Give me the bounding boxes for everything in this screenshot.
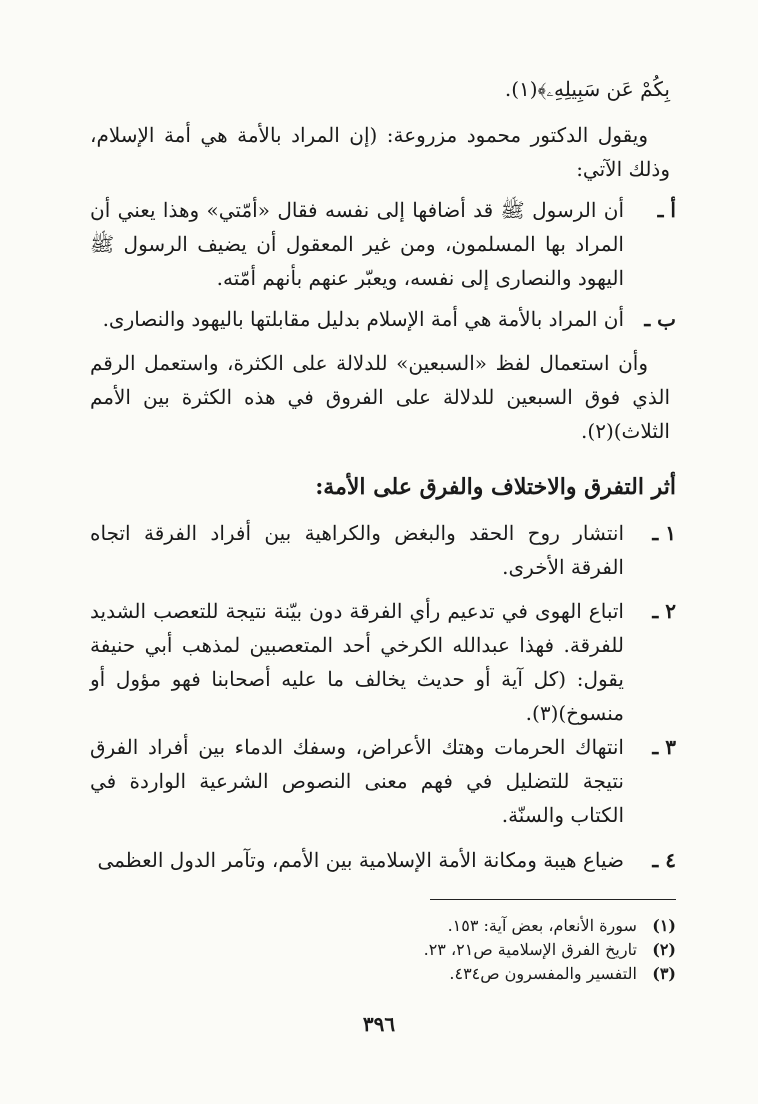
list-item-text: انتهاك الحرمات وهتك الأعراض، وسفك الدماء بين أفراد الفرق نتيجة للتضليل في فهم معنى النصوص الشرعية الواردة في الكتاب والسنّة. bbox=[90, 735, 624, 827]
list-item-label: ٣ ـ bbox=[652, 735, 676, 759]
footnote bbox=[120, 938, 676, 962]
list-item-text: انتشار روح الحقد والبغض والكراهية بين أفراد الفرقة اتجاه الفرقة الأخرى. bbox=[90, 521, 624, 579]
list-item-label: ٢ ـ bbox=[652, 599, 676, 623]
footnote-text: سورة الأنعام، بعض آية: ١٥٣. bbox=[447, 916, 637, 935]
paragraph-quote-intro: ويقول الدكتور محمود مزروعة: (إن المراد بالأمة هي أمة الإسلام، وذلك الآتي: bbox=[90, 123, 670, 181]
footnote-text: تاريخ الفرق الإسلامية ص٢١، ٢٣. bbox=[423, 940, 637, 959]
list-item-label: أ ـ bbox=[657, 198, 676, 222]
list-item bbox=[90, 843, 676, 877]
list-item-text: ضياع هيبة ومكانة الأمة الإسلامية بين الأمم، وتآمر الدول العظمى bbox=[97, 848, 624, 872]
paragraph-quote-end: وأن استعمال لفظ «السبعين» للدلالة على الكثرة، واستعمل الرقم الذي فوق السبعين للدلالة على الفروق في هذه الكثرة بين الأمم الثلاث)(٢). bbox=[90, 351, 670, 443]
quran-verse-ending: بِكُمْ عَن سَبِيلِهِۦ﴾(١). bbox=[504, 77, 670, 101]
footnote-number: (٢) bbox=[652, 940, 676, 959]
list-item-label: ب ـ bbox=[644, 307, 676, 331]
section-heading: أثر التفرق والاختلاف والفرق على الأمة: bbox=[315, 474, 676, 500]
list-item bbox=[90, 730, 676, 832]
list-item bbox=[90, 193, 676, 295]
footnote bbox=[120, 962, 676, 986]
list-item-label: ١ ـ bbox=[652, 521, 676, 545]
list-item bbox=[90, 594, 676, 730]
list-item bbox=[90, 516, 676, 584]
list-item-label: ٤ ـ bbox=[652, 848, 676, 872]
footnote-text: التفسير والمفسرون ص٤٣٤. bbox=[449, 964, 637, 983]
page-number: ٣٩٦ bbox=[362, 1012, 396, 1036]
list-item-text: أن الرسول ﷺ قد أضافها إلى نفسه فقال «أمّتي» وهذا يعني أن المراد بها المسلمون، ومن غير المعقول أن يضيف الرسول ﷺ اليهود والنصارى إلى نفسه، ويعبّر عنهم بأنهم أمّته. bbox=[90, 198, 624, 290]
footnote-number: (٣) bbox=[652, 964, 676, 983]
list-item-text: أن المراد بالأمة هي أمة الإسلام بدليل مقابلتها باليهود والنصارى. bbox=[102, 307, 624, 331]
list-item-text: اتباع الهوى في تدعيم رأي الفرقة دون بيّنة نتيجة للتعصب الشديد للفرقة. فهذا عبدالله الكرخي أحد المتعصبين لمذهب أبي حنيفة يقول: (كل آية أو حديث يخالف ما عليه أصحابنا فهو مؤول أو منسوخ)(٣). bbox=[90, 599, 624, 725]
footnote-number: (١) bbox=[652, 916, 676, 935]
footnote-divider bbox=[430, 899, 676, 900]
footnote bbox=[120, 914, 676, 938]
list-item bbox=[90, 302, 676, 336]
